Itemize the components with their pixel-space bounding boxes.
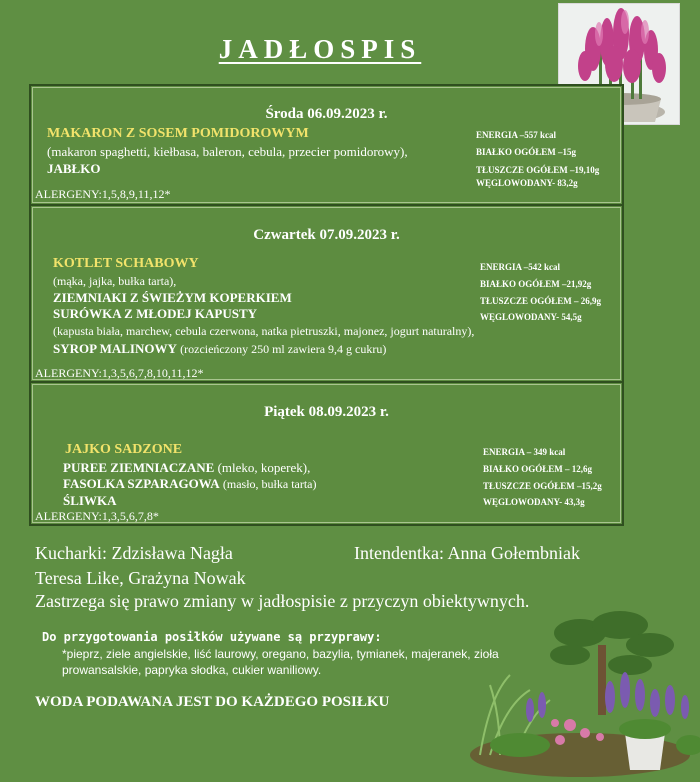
dish-ingredients: (masło, bułka tarta) <box>222 477 317 491</box>
nutrition-fat: TŁUSZCZE OGÓŁEM –15,2g <box>483 481 602 491</box>
dish-ingredients: (makaron spaghetti, kiełbasa, baleron, cebula, przecier pomidorowy), <box>47 144 408 159</box>
allergens: ALERGENY:1,3,5,6,7,8* <box>35 509 159 523</box>
nutrition-fat: TŁUSZCZE OGÓŁEM –19,10g <box>476 165 600 175</box>
dish-ingredients: (mąka, jajka, bułka tarta), <box>53 274 177 288</box>
cooks-line-1: Kucharki: Zdzisława Nagła <box>35 543 233 563</box>
dish-ingredients: (mleko, koperek), <box>217 460 311 475</box>
nutrition-energy: ENERGIA – 349 kcal <box>483 447 566 457</box>
dish-ingredients: (kapusta biała, marchew, cebula czerwona, natka pietruszki, majonez, jogurt naturalny), <box>53 324 475 338</box>
nutrition-protein: BIAŁKO OGÓŁEM – 12,6g <box>483 464 593 474</box>
dish-name: JAJKO SADZONE <box>65 442 183 457</box>
nutrition-carbs: WĘGLOWODANY- 83,2g <box>476 178 578 188</box>
nutrition-energy: ENERGIA –542 kcal <box>480 262 561 272</box>
dish-ingredients: (rozcieńczony 250 ml zawiera 9,4 g cukru) <box>180 342 387 356</box>
day-date: Czwartek 07.09.2023 r. <box>253 227 400 243</box>
nutrition-fat: TŁUSZCZE OGÓŁEM – 26,9g <box>480 296 602 306</box>
dish-name: SURÓWKA Z MŁODEJ KAPUSTY <box>53 306 258 321</box>
allergens: ALERGENY:1,3,5,6,7,8,10,11,12* <box>35 366 204 380</box>
allergens: ALERGENY:1,5,8,9,11,12* <box>35 187 171 201</box>
day-date: Piątek 08.09.2023 r. <box>264 404 389 420</box>
day-box-wednesday <box>29 84 624 206</box>
garden-plants-image <box>460 605 700 777</box>
nutrition-carbs: WĘGLOWODANY- 43,3g <box>483 497 585 507</box>
intendant: Intendentka: Anna Gołembniak <box>354 543 580 563</box>
disclaimer: Zastrzega się prawo zmiany w jadłospisie z przyczyn obiektywnych. <box>35 591 530 611</box>
spices-heading: Do przygotowania posiłków używane są przyprawy: <box>42 630 382 644</box>
page-title: JADŁOSPIS <box>218 34 422 64</box>
dish-name: KOTLET SCHABOWY <box>53 256 199 271</box>
dish-name: ŚLIWKA <box>63 493 117 508</box>
garden-plants-icon <box>460 605 700 777</box>
day-date: Środa 06.09.2023 r. <box>265 106 388 122</box>
dish-name: FASOLKA SZPARAGOWA <box>63 476 220 491</box>
spices-list: prowansalskie, papryka słodka, cukier waniliowy. <box>62 663 322 677</box>
dish-name: PUREE ZIEMNIACZANE <box>63 460 215 475</box>
day-box-thursday <box>29 204 624 383</box>
nutrition-protein: BIAŁKO OGÓŁEM –15g <box>476 147 577 157</box>
dish-name: MAKARON Z SOSEM POMIDOROWYM <box>47 126 309 141</box>
dish-name: SYROP MALINOWY <box>53 341 177 356</box>
water-note: WODA PODAWANA JEST DO KAŻDEGO POSIŁKU <box>35 694 390 710</box>
dish-name: ZIEMNIAKI Z ŚWIEŻYM KOPERKIEM <box>53 290 292 305</box>
cooks-line-2: Teresa Like, Grażyna Nowak <box>35 568 246 588</box>
nutrition-protein: BIAŁKO OGÓŁEM –21,92g <box>480 279 592 289</box>
nutrition-carbs: WĘGLOWODANY- 54,5g <box>480 312 582 322</box>
nutrition-energy: ENERGIA –557 kcal <box>476 130 557 140</box>
spices-list: *pieprz, ziele angielskie, liść laurowy, oregano, bazylia, tymianek, majeranek, zioła <box>62 647 499 661</box>
dish-name: JABŁKO <box>47 161 101 176</box>
day-box-friday <box>29 381 624 526</box>
